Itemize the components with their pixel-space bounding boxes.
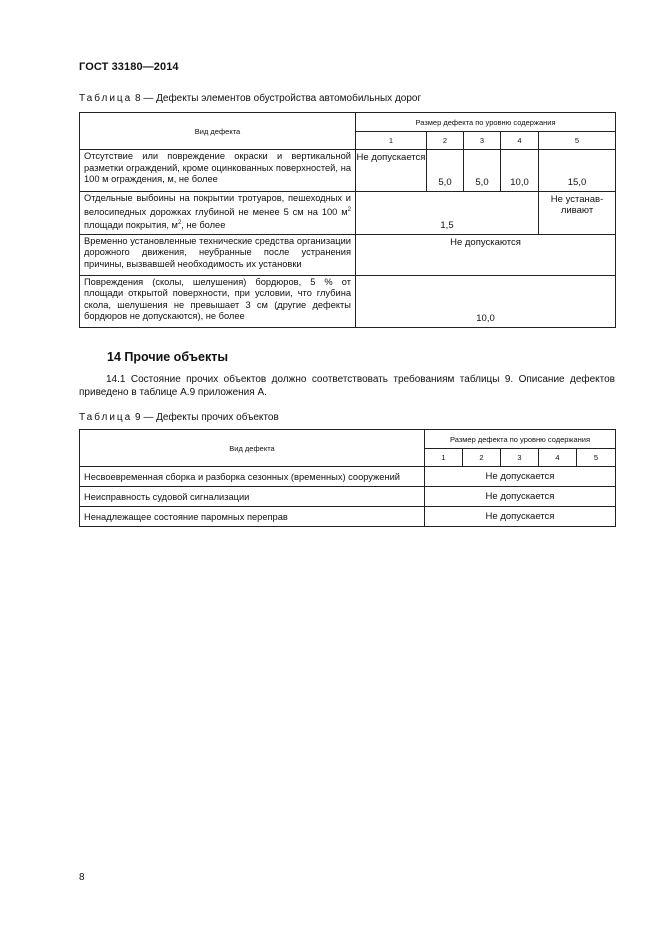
table8-row2-defect: [80, 192, 356, 235]
table9-header-group: Размер дефекта по уровню содержания: [425, 430, 616, 449]
row2-sup-a: 2: [347, 206, 351, 213]
table8-row2-v5: Не устанавливают: [539, 192, 616, 235]
table9-level-5: 5: [577, 449, 616, 467]
table8-row1-v4: 10,0: [501, 150, 539, 192]
table8-row4-value: 10,0: [356, 275, 616, 327]
table9-caption-text: 9 — Дефекты прочих объектов: [132, 412, 279, 423]
table-row: [80, 275, 616, 327]
section-title: 14 Прочие объекты: [107, 350, 228, 364]
document-code: ГОСТ 33180—2014: [79, 61, 179, 73]
table9-level-1: 1: [425, 449, 463, 467]
table8-caption: [79, 93, 421, 104]
table8-level-1: 1: [356, 132, 427, 150]
table8-row1-v3: 5,0: [464, 150, 501, 192]
table8-row1-defect: Отсутствие или повреждение окраски и вертикальной разметки ограждений, кроме оцинкованных поверхностей, на 100 м ограждения, м, не более: [80, 150, 356, 192]
table8-row3-defect: Временно установленные технические средства организации дорожного движения, неубранные после устранения причины, вызвавшей необходимость их установки: [80, 234, 356, 275]
table9-level-4: 4: [539, 449, 577, 467]
page-number: 8: [79, 872, 85, 883]
table9: [79, 429, 616, 527]
row2-text-b: площади покрытия, м: [84, 220, 178, 231]
table8-row1-v1: Не допускается: [356, 150, 427, 192]
row2-text-a: Отдельные выбоины на покрытии тротуаров, пешеходных и велосипедных дорожках глубиной не менее 5 см на 100 м: [84, 193, 351, 217]
table8-row1-v2: 5,0: [427, 150, 464, 192]
table8-header-defect: Вид дефекта: [80, 113, 356, 150]
table9-row1-defect: Несвоевременная сборка и разборка сезонных (временных) сооружений: [80, 467, 425, 487]
table9-row2-value: Не допускается: [425, 487, 616, 507]
table-row: [80, 487, 616, 507]
section-paragraph: 14.1 Состояние прочих объектов должно соответствовать требованиям таблицы 9. Описание дефектов приведено в таблице А.9 приложения А.: [79, 374, 615, 398]
table8-header-group: Размер дефекта по уровню содержания: [356, 113, 616, 132]
row2-sup-b: 2: [177, 220, 182, 227]
table8-level-3: 3: [464, 132, 501, 150]
table9-caption: [79, 412, 279, 423]
table8-row2-v1-4: 1,5: [356, 192, 539, 235]
table8-level-5: 5: [539, 132, 616, 150]
table9-row2-defect: Неисправность судовой сигнализации: [80, 487, 425, 507]
table8-caption-text: 8 — Дефекты элементов обустройства автомобильных дорог: [132, 93, 422, 104]
table-row: [80, 467, 616, 487]
table8-level-4: 4: [501, 132, 539, 150]
table8-level-2: 2: [427, 132, 464, 150]
table-row: [80, 507, 616, 527]
table8-row3-value: Не допускаются: [356, 234, 616, 275]
table-row: [80, 150, 616, 192]
table8-row1-v5: 15,0: [539, 150, 616, 192]
table8-caption-label: Таблица: [79, 93, 133, 104]
table9-caption-label: Таблица: [79, 412, 133, 423]
table9-row1-value: Не допускается: [425, 467, 616, 487]
table9-row3-defect: Ненадлежащее состояние паромных переправ: [80, 507, 425, 527]
table8-row4-defect: Повреждения (сколы, шелушения) бордюров, 5 % от площади открытой поверхности, при условии, что глубина скола, шелушения не превышает 3 см (другие дефекты бордюров не допускаются), не более: [80, 275, 356, 327]
row2-text-c: , не более: [181, 220, 226, 231]
table-row: [80, 234, 616, 275]
table9-header-defect: Вид дефекта: [80, 430, 425, 467]
table9-level-2: 2: [463, 449, 501, 467]
table-row: [80, 192, 616, 235]
table9-row3-value: Не допускается: [425, 507, 616, 527]
table8: [79, 112, 616, 328]
table9-level-3: 3: [501, 449, 539, 467]
